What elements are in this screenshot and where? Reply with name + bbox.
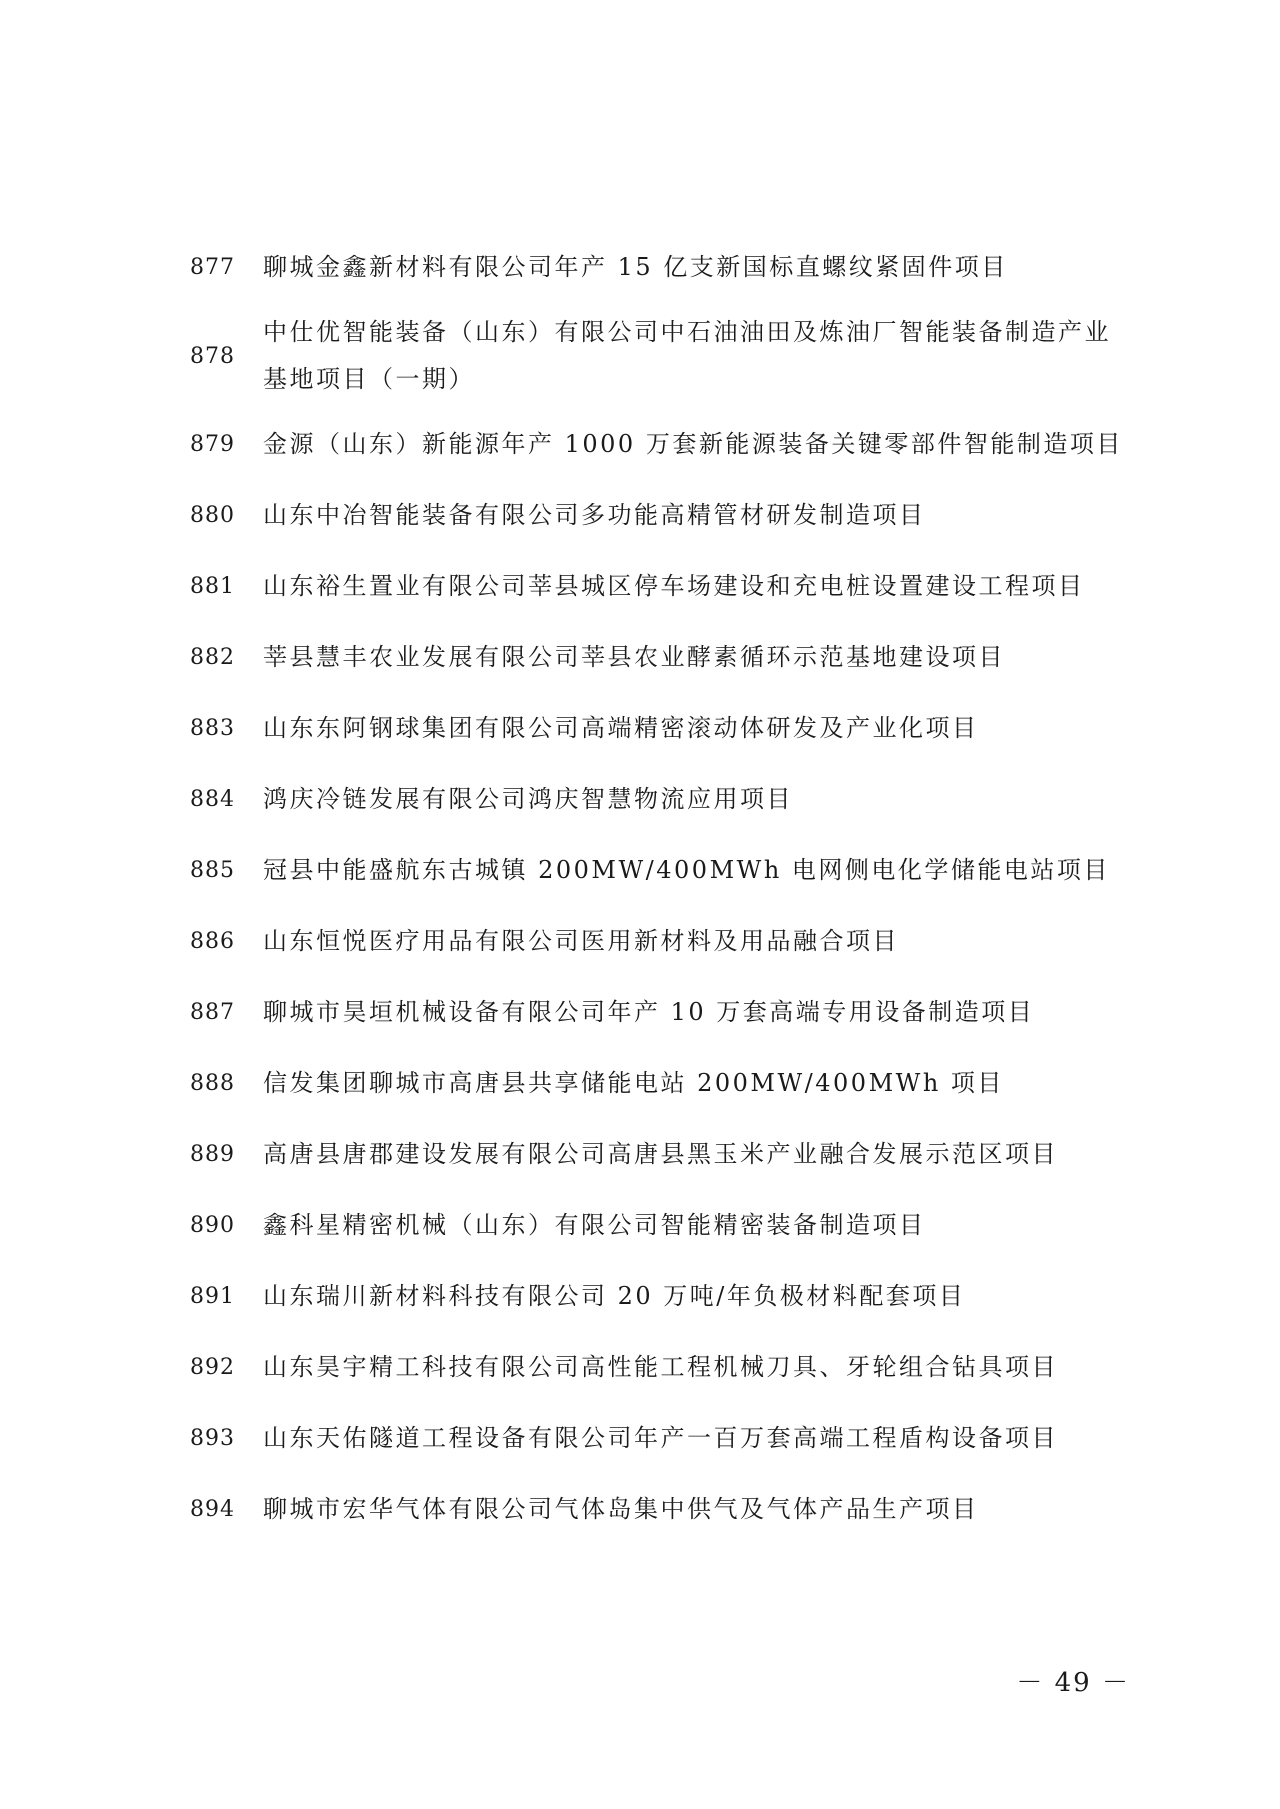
list-item: [190, 1190, 1130, 1261]
item-text: 金源（山东）新能源年产 1000 万套新能源装备关键零部件智能制造项目: [263, 430, 1123, 458]
item-text: 聊城市宏华气体有限公司气体岛集中供气及气体产品生产项目: [263, 1495, 979, 1523]
list-item: [190, 835, 1130, 906]
list-item: [190, 1119, 1130, 1190]
item-number: 885: [190, 858, 235, 883]
item-text: 山东瑞川新材料科技有限公司 20 万吨/年负极材料配套项目: [263, 1282, 966, 1310]
item-text: 山东恒悦医疗用品有限公司医用新材料及用品融合项目: [263, 927, 899, 955]
item-text: 聊城金鑫新材料有限公司年产 15 亿支新国标直螺纹紧固件项目: [263, 253, 1008, 281]
item-number: 884: [190, 787, 235, 812]
item-number: 881: [190, 574, 235, 599]
item-text: 中仕优智能装备（山东）有限公司中石油油田及炼油厂智能装备制造产业基地项目（一期）: [263, 318, 1111, 393]
list-item: [190, 764, 1130, 835]
item-number: 891: [190, 1284, 235, 1309]
item-number: 879: [190, 432, 235, 457]
item-text: 山东东阿钢球集团有限公司高端精密滚动体研发及产业化项目: [263, 714, 979, 742]
item-number: 877: [190, 255, 235, 280]
item-text: 鑫科星精密机械（山东）有限公司智能精密装备制造项目: [263, 1211, 926, 1239]
list-item: [190, 551, 1130, 622]
list-item: [190, 480, 1130, 551]
item-text: 山东天佑隧道工程设备有限公司年产一百万套高端工程盾构设备项目: [263, 1424, 1058, 1452]
list-item: [190, 622, 1130, 693]
item-number: 878: [190, 343, 235, 369]
item-number: 887: [190, 1000, 235, 1025]
item-text: 高唐县唐郡建设发展有限公司高唐县黑玉米产业融合发展示范区项目: [263, 1140, 1058, 1168]
item-number: 890: [190, 1213, 235, 1238]
page-number: － 49 －: [1016, 1668, 1130, 1698]
list-item: [190, 1261, 1130, 1332]
list-item: [190, 1474, 1130, 1545]
item-number: 893: [190, 1426, 235, 1451]
item-text: 鸿庆冷链发展有限公司鸿庆智慧物流应用项目: [263, 785, 793, 813]
item-number: 883: [190, 716, 235, 741]
item-number: 880: [190, 503, 235, 528]
item-text: 山东昊宇精工科技有限公司高性能工程机械刀具、牙轮组合钻具项目: [263, 1353, 1058, 1381]
item-number: 882: [190, 645, 235, 670]
item-number: 894: [190, 1497, 235, 1522]
list-item: [190, 906, 1130, 977]
project-list: [190, 232, 1130, 1545]
list-item: [190, 977, 1130, 1048]
item-number: 886: [190, 929, 235, 954]
list-item: [190, 1332, 1130, 1403]
list-item: [190, 1403, 1130, 1474]
item-text: 山东裕生置业有限公司莘县城区停车场建设和充电桩设置建设工程项目: [263, 572, 1085, 600]
list-item: [190, 409, 1130, 480]
item-number: 889: [190, 1142, 235, 1167]
list-item: [190, 309, 1130, 403]
item-text: 信发集团聊城市高唐县共享储能电站 200MW/400MWh 项目: [263, 1069, 1004, 1097]
item-text: 聊城市昊垣机械设备有限公司年产 10 万套高端专用设备制造项目: [263, 998, 1035, 1026]
list-item: [190, 232, 1130, 303]
item-text: 冠县中能盛航东古城镇 200MW/400MWh 电网侧电化学储能电站项目: [263, 856, 1110, 884]
item-number: 892: [190, 1355, 235, 1380]
list-item: [190, 1048, 1130, 1119]
item-text: 莘县慧丰农业发展有限公司莘县农业酵素循环示范基地建设项目: [263, 643, 1005, 671]
item-text: 山东中冶智能装备有限公司多功能高精管材研发制造项目: [263, 501, 926, 529]
item-number: 888: [190, 1071, 235, 1096]
list-item: [190, 693, 1130, 764]
